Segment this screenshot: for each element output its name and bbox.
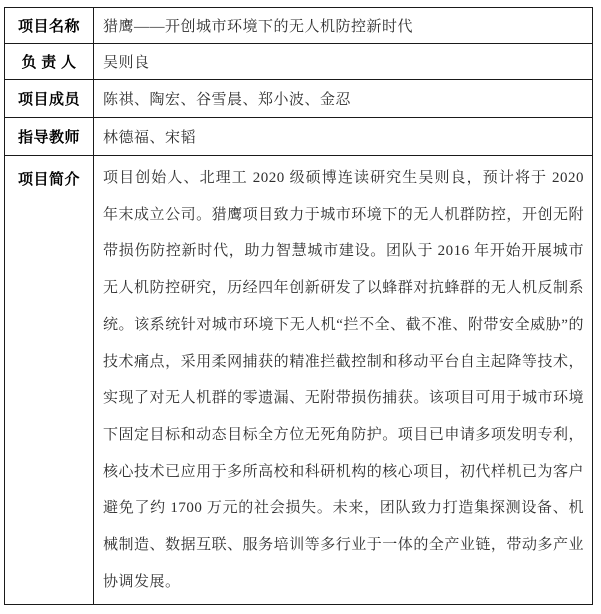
row-label-advisors: 指导教师	[5, 118, 94, 156]
project-intro-paragraph: 项目创始人、北理工 2020 级硕博连读研究生吴则良，预计将于 2020 年末成立公司。猎鹰项目致力于城市环境下的无人机群防控，开创无附带损伤防控新时代，助力智慧城市建设。团队于 2016 年开始开展城市无人机防控研究，历经四年创新研发了以蜂群对抗蜂群的无人机反制系统。该系统针对城市环境下无人机“拦不全、截不准、附带安全威胁”的技术痛点，采用柔网捕获的精准拦截控制和移动平台自主起降等技术，实现了对无人机群的零遗漏、无附带损伤捕获。该项目可用于城市环境下固定目标和动态目标全方位无死角防护。项目已申请多项发明专利，核心技术已应用于多所高校和科研机构的核心项目，初代样机已为客户避免了约 1700 万元的社会损失。未来，团队致力打造集探测设备、机械制造、数据互联、服务培训等多行业于一体的全产业链，带动多产业协调发展。	[103, 170, 584, 590]
row-value-intro	[94, 156, 593, 605]
table-row-project-name	[5, 8, 593, 44]
table-row-intro	[5, 156, 593, 605]
row-value-members: 陈祺、陶宏、谷雪晨、郑小波、金忍	[94, 80, 593, 118]
row-label-project-name: 项目名称	[5, 8, 94, 44]
row-value-leader: 吴则良	[94, 44, 593, 80]
row-label-intro: 项目简介	[5, 156, 94, 605]
row-label-leader: 负 责 人	[5, 44, 94, 80]
table-row-leader	[5, 44, 593, 80]
project-info-table	[4, 7, 593, 605]
table-row-members	[5, 80, 593, 118]
row-label-members: 项目成员	[5, 80, 94, 118]
row-value-project-name: 猎鹰——开创城市环境下的无人机防控新时代	[94, 8, 593, 44]
table-row-advisors	[5, 118, 593, 156]
row-value-advisors: 林德福、宋韬	[94, 118, 593, 156]
